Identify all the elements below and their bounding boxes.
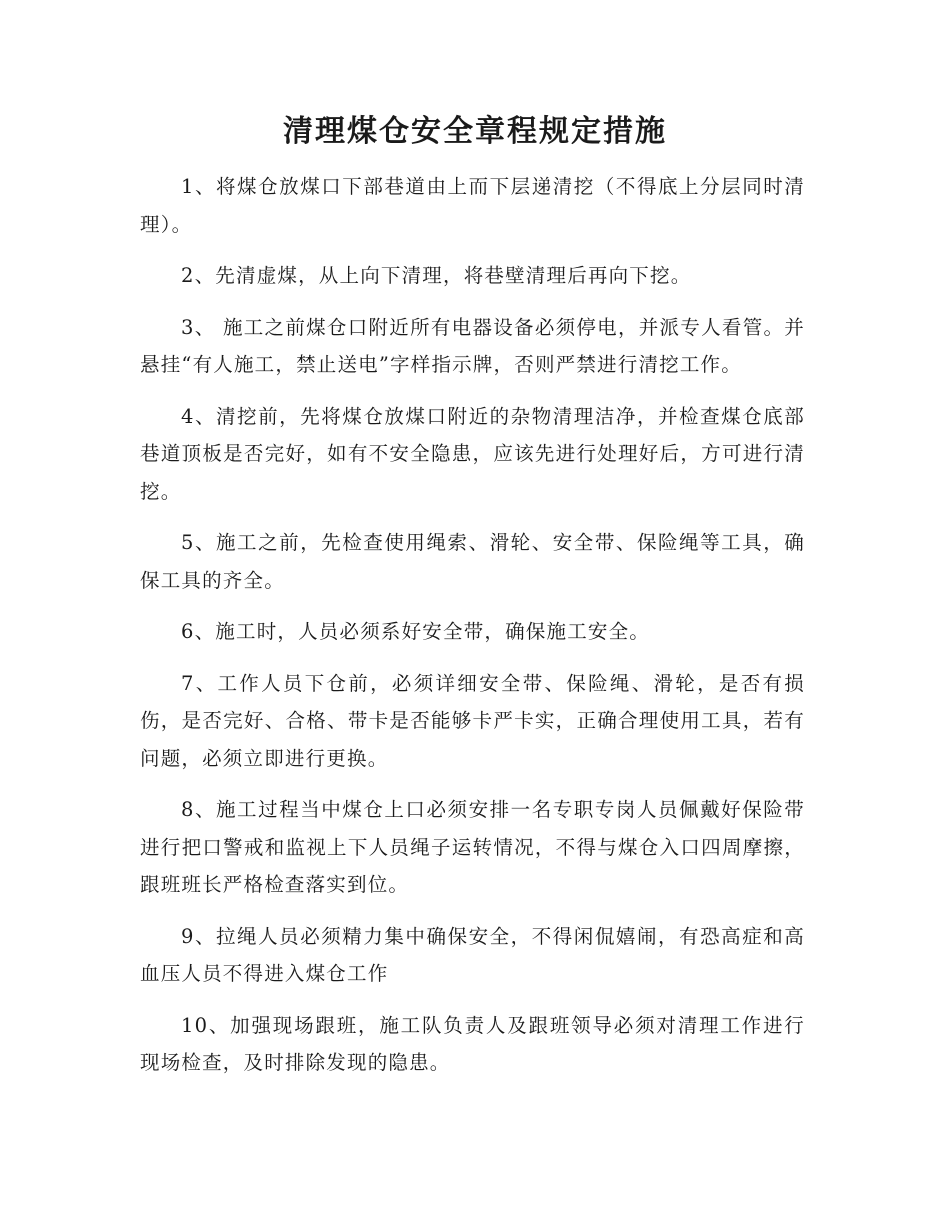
paragraph-1: 1、将煤仓放煤口下部巷道由上而下层递清挖（不得底上分层同时清理）。 [140,175,805,236]
paragraph-8: 8、施工过程当中煤仓上口必须安排一名专职专岗人员佩戴好保险带进行把口警戒和监视上下人员绳子运转情况，不得与煤仓入口四周摩擦，跟班班长严格检查落实到位。 [140,798,805,896]
paragraph-9: 9、拉绳人员必须精力集中确保安全，不得闲侃嬉闹，有恐高症和高血压人员不得进入煤仓工作 [140,924,805,985]
paragraph-10: 10、加强现场跟班，施工队负责人及跟班领导必须对清理工作进行现场检查，及时排除发现的隐患。 [140,1013,805,1074]
paragraph-5: 5、施工之前，先检查使用绳索、滑轮、安全带、保险绳等工具，确保工具的齐全。 [140,531,805,592]
paragraph-2: 2、先清虚煤，从上向下清理，将巷壁清理后再向下挖。 [181,264,692,287]
paragraph-4: 4、清挖前，先将煤仓放煤口附近的杂物清理洁净，并检查煤仓底部巷道顶板是否完好，如有不安全隐患，应该先进行处理好后，方可进行清挖。 [140,404,805,503]
paragraph-6: 6、施工时，人员必须系好安全带，确保施工安全。 [181,620,651,643]
document-title: 清理煤仓安全章程规定措施 [283,114,667,149]
document-body [140,168,805,1096]
paragraph-7: 7、工作人员下仓前，必须详细安全带、保险绳、滑轮，是否有损伤，是否完好、合格、带卡是否能够卡严卡实，正确合理使用工具，若有问题，必须立即进行更换。 [140,671,805,770]
paragraph-3: 3、 施工之前煤仓口附近所有电器设备必须停电，并派专人看管。并悬挂“有人施工，禁止送电”字样指示牌，否则严禁进行清挖工作。 [140,315,805,376]
